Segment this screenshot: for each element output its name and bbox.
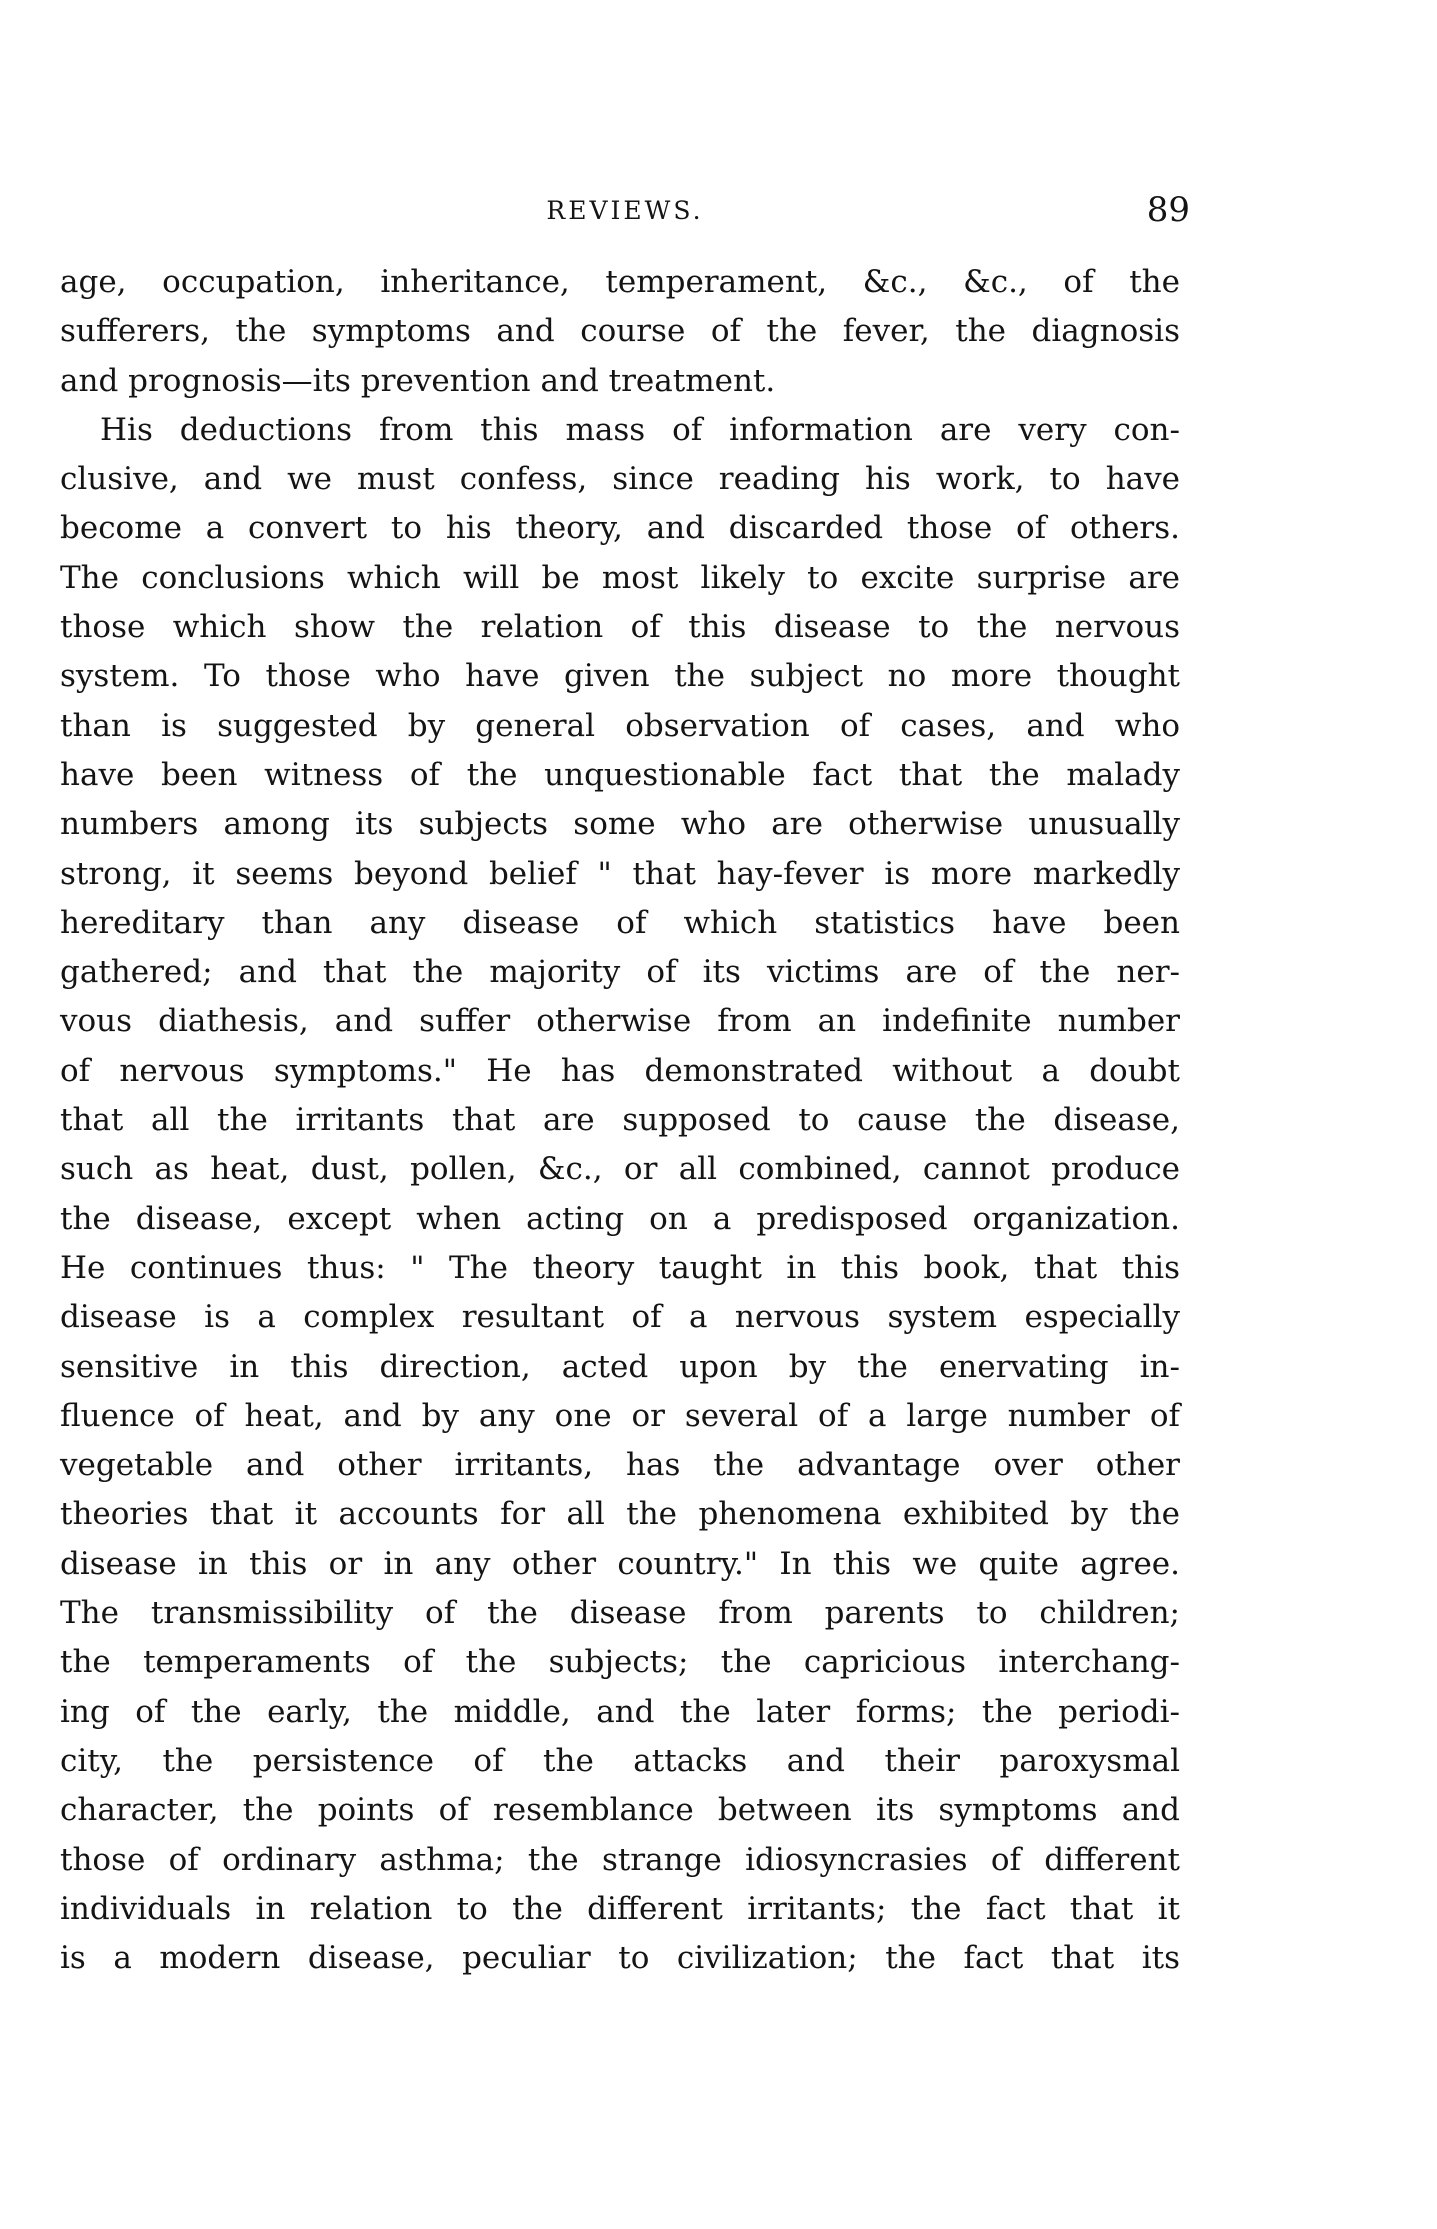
text-line: those of ordinary asthma; the strange idiosyncrasies of different <box>60 1841 1180 1878</box>
text-line: than is suggested by general observation of cases, and who <box>60 707 1180 744</box>
running-title: REVIEWS. <box>546 196 704 225</box>
text-line: those which show the relation of this disease to the nervous <box>60 609 1180 646</box>
text-line: His deductions from this mass of information are very con- <box>100 411 1180 448</box>
text-line: The conclusions which will be most likely to excite surprise are <box>60 559 1180 596</box>
text-line: of nervous symptoms." He has demonstrated without a doubt <box>60 1052 1180 1089</box>
text-line: sensitive in this direction, acted upon by the enervating in- <box>60 1348 1180 1385</box>
text-line: is a modern disease, peculiar to civilization; the fact that its <box>60 1940 1180 1977</box>
body-text <box>60 258 1180 1983</box>
page-number: 89 <box>1146 190 1190 230</box>
text-line: that all the irritants that are supposed to cause the disease, <box>60 1102 1180 1139</box>
text-line: the temperaments of the subjects; the capricious interchang- <box>60 1644 1180 1681</box>
text-line: ing of the early, the middle, and the later forms; the periodi- <box>60 1693 1180 1730</box>
text-line: numbers among its subjects some who are otherwise unusually <box>60 806 1180 843</box>
text-line: have been witness of the unquestionable fact that the malady <box>60 756 1180 793</box>
text-line: disease in this or in any other country." In this we quite agree. <box>60 1545 1180 1582</box>
text-line: clusive, and we must confess, since reading his work, to have <box>60 461 1180 498</box>
text-line: and prognosis—its prevention and treatment. <box>60 362 776 399</box>
text-line: fluence of heat, and by any one or several of a large number of <box>60 1397 1180 1434</box>
text-line: become a convert to his theory, and discarded those of others. <box>60 510 1180 547</box>
text-line: such as heat, dust, pollen, &c., or all combined, cannot produce <box>60 1151 1180 1188</box>
text-line: disease is a complex resultant of a nervous system especially <box>60 1299 1180 1336</box>
text-line: theories that it accounts for all the phenomena exhibited by the <box>60 1496 1180 1533</box>
text-line: He continues thus: " The theory taught in this book, that this <box>60 1249 1180 1286</box>
text-line: city, the persistence of the attacks and their paroxysmal <box>60 1742 1180 1779</box>
text-line: strong, it seems beyond belief " that hay-fever is more markedly <box>60 855 1180 892</box>
text-line: the disease, except when acting on a predisposed organization. <box>60 1200 1180 1237</box>
text-line: gathered; and that the majority of its victims are of the ner- <box>60 954 1180 991</box>
text-line: individuals in relation to the different irritants; the fact that it <box>60 1890 1180 1927</box>
text-line: vegetable and other irritants, has the advantage over other <box>60 1447 1180 1484</box>
text-line: sufferers, the symptoms and course of the fever, the diagnosis <box>60 313 1180 350</box>
text-line: vous diathesis, and suffer otherwise from an indefinite number <box>60 1003 1180 1040</box>
text-line: character, the points of resemblance between its symptoms and <box>60 1792 1180 1829</box>
text-line: hereditary than any disease of which statistics have been <box>60 904 1180 941</box>
page-header <box>60 190 1190 230</box>
text-line: The transmissibility of the disease from parents to children; <box>60 1595 1180 1632</box>
text-line: age, occupation, inheritance, temperament, &c., &c., of the <box>60 264 1180 300</box>
text-line: system. To those who have given the subject no more thought <box>60 658 1180 695</box>
